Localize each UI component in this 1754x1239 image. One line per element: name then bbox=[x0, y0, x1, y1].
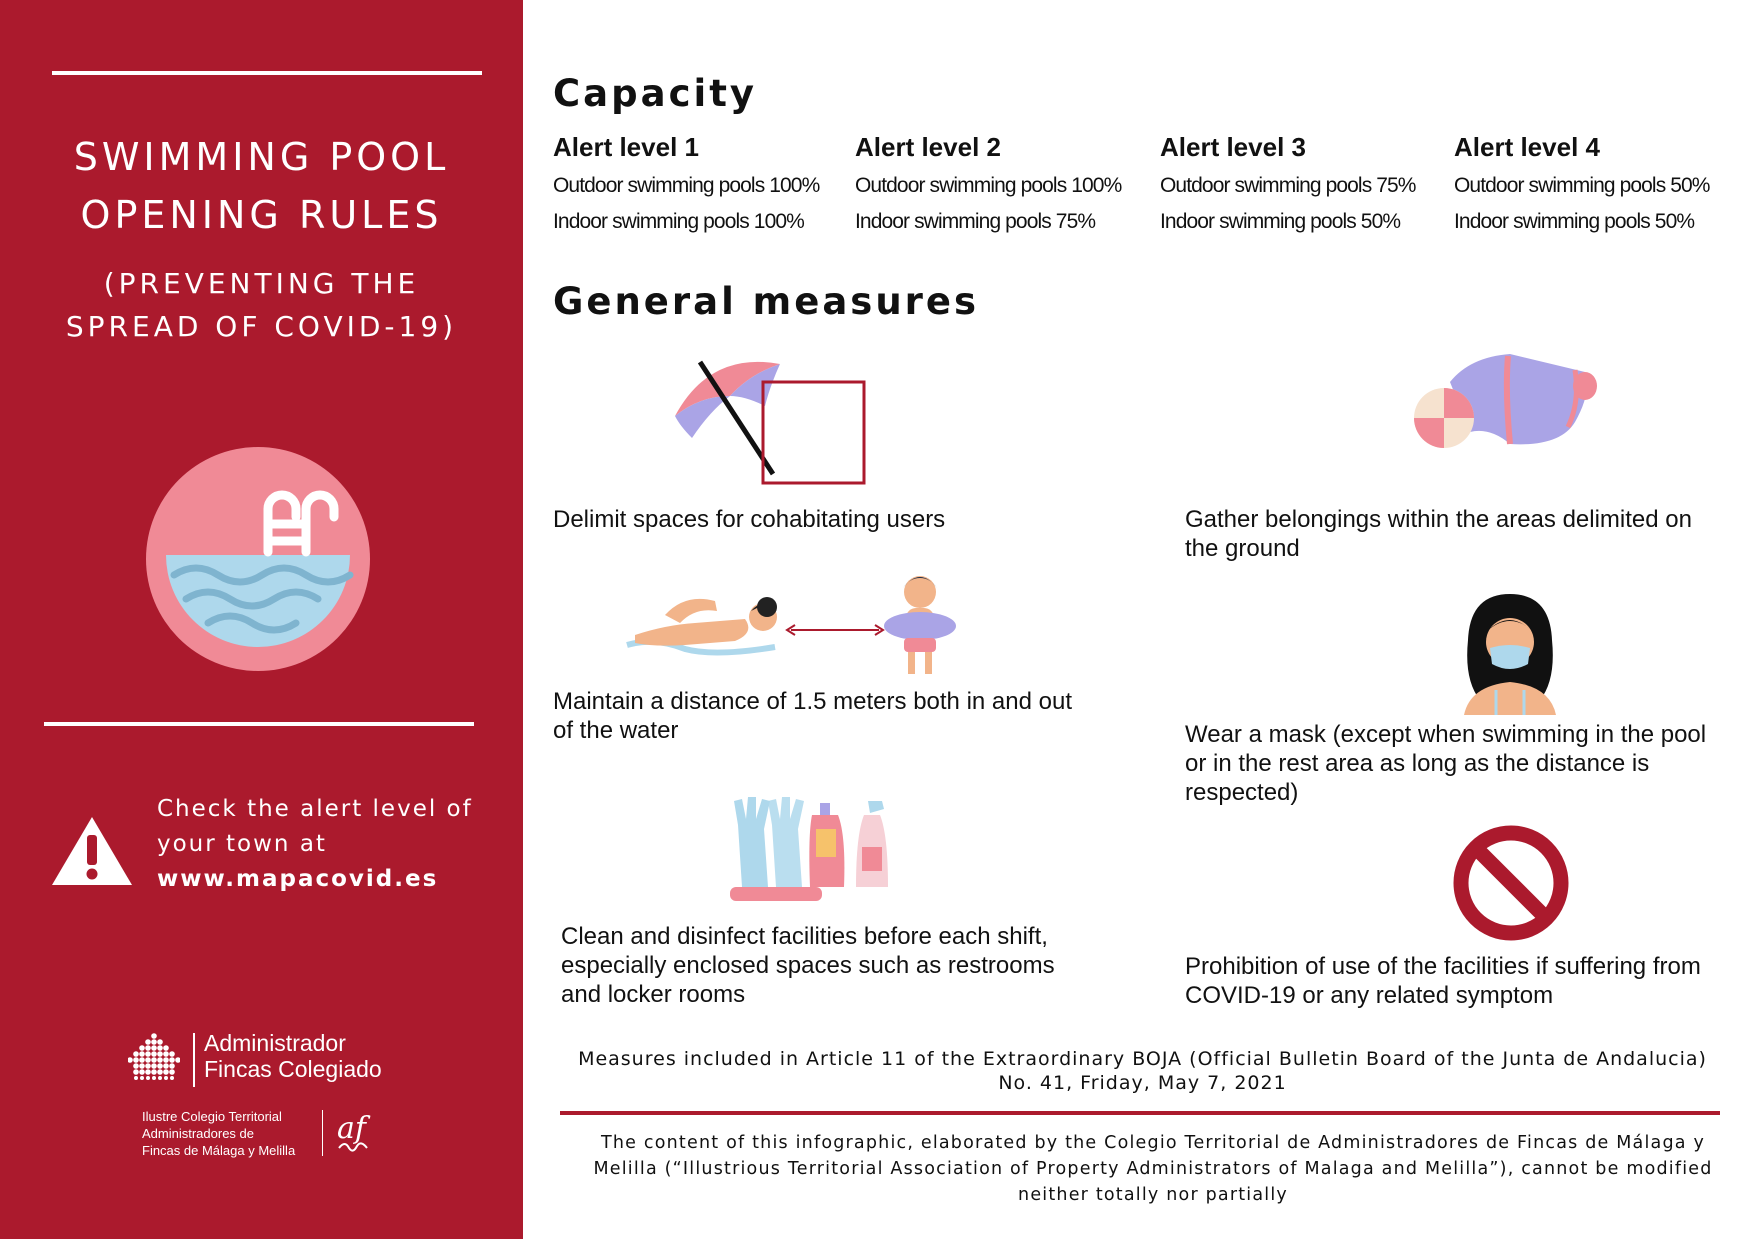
pool-ladder-icon bbox=[146, 447, 370, 671]
capacity-heading: Capacity bbox=[553, 72, 757, 115]
alert-level-4 bbox=[1454, 132, 1744, 234]
outdoor-capacity: Outdoor swimming pools 100% bbox=[553, 174, 820, 197]
alert-level-1 bbox=[553, 132, 843, 234]
colegio-name bbox=[142, 1108, 295, 1159]
measure-clean bbox=[561, 922, 1055, 1009]
colegio-logo-icon bbox=[333, 1108, 381, 1156]
subtitle-line: SPREAD OF COVID-19) bbox=[65, 310, 458, 343]
page-subtitle bbox=[0, 262, 523, 348]
afc-logo-icon bbox=[128, 1032, 180, 1080]
left-panel bbox=[0, 0, 523, 1239]
measure-line: and locker rooms bbox=[561, 981, 746, 1008]
measure-line: Clean and disinfect facilities before each shift, bbox=[561, 923, 1048, 950]
colegio-line: Administradores de bbox=[142, 1126, 254, 1141]
swimmer-icon bbox=[625, 585, 785, 665]
outdoor-capacity: Outdoor swimming pools 75% bbox=[1160, 174, 1416, 197]
measure-distance bbox=[553, 687, 1072, 745]
alert-level-title: Alert level 1 bbox=[553, 132, 699, 162]
disclaimer bbox=[583, 1130, 1723, 1208]
prohibited-icon bbox=[1453, 825, 1569, 941]
distance-arrow-icon bbox=[785, 623, 885, 637]
colegio-divider bbox=[322, 1110, 323, 1156]
logo-name-line: Fincas Colegiado bbox=[204, 1056, 382, 1082]
alert-check-text bbox=[157, 792, 497, 897]
colegio-line: Fincas de Málaga y Melilla bbox=[142, 1143, 296, 1158]
indoor-capacity: Indoor swimming pools 50% bbox=[1160, 210, 1401, 233]
title-line: SWIMMING POOL bbox=[73, 135, 450, 179]
outdoor-capacity: Outdoor swimming pools 100% bbox=[855, 174, 1122, 197]
alert-level-2 bbox=[855, 132, 1145, 234]
masked-person-icon bbox=[1460, 590, 1560, 715]
towel-ball-icon bbox=[1410, 352, 1610, 452]
alert-level-title: Alert level 4 bbox=[1454, 132, 1600, 162]
logo-divider bbox=[193, 1033, 195, 1087]
warning-icon bbox=[50, 815, 134, 887]
measure-line: the ground bbox=[1185, 535, 1300, 562]
measure-gather bbox=[1185, 505, 1692, 563]
measure-line: especially enclosed spaces such as restrooms bbox=[561, 952, 1055, 979]
logo-name-line: Administrador bbox=[204, 1030, 346, 1056]
measure-mask bbox=[1185, 720, 1706, 807]
measure-line: Gather belongings within the areas delimited on bbox=[1185, 506, 1692, 533]
measure-line: of the water bbox=[553, 717, 679, 744]
measure-line: Wear a mask (except when swimming in the pool bbox=[1185, 721, 1707, 748]
outdoor-capacity: Outdoor swimming pools 50% bbox=[1454, 174, 1710, 197]
measure-line: or in the rest area as long as the distance is bbox=[1185, 750, 1650, 777]
check-line: your town at bbox=[157, 831, 327, 857]
measure-line: COVID-19 or any related symptom bbox=[1185, 982, 1554, 1009]
afc-logo-name bbox=[204, 1030, 382, 1082]
mapacovid-link[interactable]: www.mapacovid.es bbox=[157, 866, 439, 892]
indoor-capacity: Indoor swimming pools 100% bbox=[553, 210, 804, 233]
disclaimer-line: The content of this infographic, elaborated by the Colegio Territorial de Administradores de Fincas de Málaga y bbox=[601, 1133, 1705, 1153]
general-measures-heading: General measures bbox=[553, 280, 980, 323]
indoor-capacity: Indoor swimming pools 75% bbox=[855, 210, 1096, 233]
boja-reference bbox=[560, 1047, 1725, 1095]
footer-line: Measures included in Article 11 of the Extraordinary BOJA (Official Bulletin Board of the Junta de Andalucia) bbox=[578, 1048, 1707, 1070]
measure-prohibit bbox=[1185, 952, 1701, 1010]
check-line: Check the alert level of bbox=[157, 796, 473, 822]
measure-line: respected) bbox=[1185, 779, 1299, 806]
measure-line: Maintain a distance of 1.5 meters both in and out bbox=[553, 688, 1072, 715]
measure-line: Delimit spaces for cohabitating users bbox=[553, 506, 946, 533]
top-divider bbox=[52, 71, 482, 75]
alert-level-title: Alert level 3 bbox=[1160, 132, 1306, 162]
title-line: OPENING RULES bbox=[80, 193, 443, 237]
footer-line: No. 41, Friday, May 7, 2021 bbox=[998, 1072, 1287, 1094]
page-title bbox=[0, 128, 523, 244]
colegio-line: Ilustre Colegio Territorial bbox=[142, 1109, 282, 1124]
indoor-capacity: Indoor swimming pools 50% bbox=[1454, 210, 1695, 233]
disclaimer-line: Melilla (“Illustrious Territorial Association of Property Administrators of Malaga and Melilla”), cannot be modified bbox=[593, 1159, 1713, 1179]
footer-divider bbox=[560, 1111, 1720, 1115]
child-float-icon bbox=[880, 570, 960, 680]
colegio-mark: af bbox=[337, 1111, 366, 1146]
disclaimer-line: neither totally nor partially bbox=[1018, 1185, 1288, 1205]
cleaning-supplies-icon bbox=[728, 795, 898, 905]
measure-delimit bbox=[553, 505, 945, 534]
measure-line: Prohibition of use of the facilities if suffering from bbox=[1185, 953, 1701, 980]
alert-level-title: Alert level 2 bbox=[855, 132, 1001, 162]
subtitle-line: (PREVENTING THE bbox=[103, 267, 420, 300]
alert-level-3 bbox=[1160, 132, 1450, 234]
umbrella-icon bbox=[670, 356, 870, 486]
middle-divider bbox=[44, 722, 474, 726]
